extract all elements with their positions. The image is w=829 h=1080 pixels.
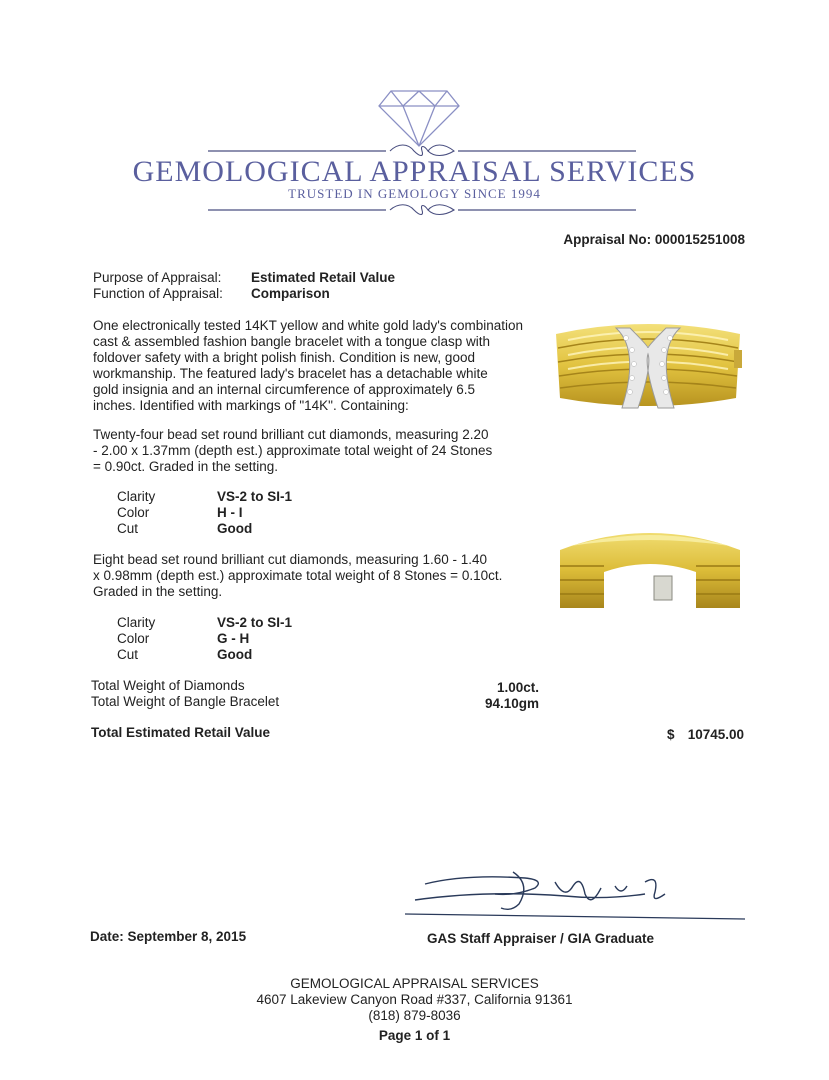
- appraisal-number: Appraisal No: 000015251008: [563, 232, 745, 247]
- appraisal-date: Date: September 8, 2015: [90, 929, 247, 944]
- clarity-value: VS-2 to SI-1: [217, 489, 293, 504]
- cut-label: Cut: [117, 647, 139, 662]
- appraiser-title: GAS Staff Appraiser / GIA Graduate: [427, 931, 655, 946]
- total-bracelet-weight-label: Total Weight of Bangle Bracelet: [91, 694, 280, 709]
- color-label: Color: [117, 505, 150, 520]
- function-value: Comparison: [251, 286, 330, 301]
- appraiser-signature: [405, 864, 750, 924]
- stone-text-line: = 0.90ct. Graded in the setting.: [93, 459, 278, 474]
- ornament-divider-bottom: [208, 203, 636, 217]
- cut-value: Good: [217, 521, 253, 536]
- total-diamond-weight-value: 1.00ct.: [496, 680, 539, 695]
- page-number: Page 1 of 1: [378, 1028, 451, 1043]
- stone-description: [93, 427, 533, 475]
- color-value: G - H: [217, 631, 250, 646]
- retail-value: 10745.00: [687, 727, 744, 742]
- bracelet-open-photo: [550, 520, 750, 620]
- retail-currency: $: [667, 727, 675, 742]
- item-description: [93, 318, 533, 414]
- stone-text-line: Eight bead set round brilliant cut diamonds, measuring 1.60 - 1.40: [93, 552, 487, 567]
- total-diamond-weight-label: Total Weight of Diamonds: [91, 678, 245, 693]
- clarity-label: Clarity: [117, 489, 156, 504]
- clarity-value: VS-2 to SI-1: [217, 615, 293, 630]
- stone-text-line: Twenty-four bead set round brilliant cut diamonds, measuring 2.20: [93, 427, 489, 442]
- company-name: GEMOLOGICAL APPRAISAL SERVICES: [132, 155, 697, 188]
- color-label: Color: [117, 631, 150, 646]
- stone-text-line: Graded in the setting.: [93, 584, 223, 599]
- company-tagline: TRUSTED IN GEMOLOGY SINCE 1994: [288, 186, 541, 201]
- description-line: foldover safety with a bright polish finish. Condition is new, good: [93, 350, 475, 365]
- total-bracelet-weight-value: 94.10gm: [484, 696, 539, 711]
- cut-label: Cut: [117, 521, 139, 536]
- logo: [0, 0, 829, 230]
- footer-address: 4607 Lakeview Canyon Road #337, California 91361: [256, 992, 573, 1007]
- stone-description: [93, 552, 533, 600]
- clarity-label: Clarity: [117, 615, 156, 630]
- total-retail-value-label: Total Estimated Retail Value: [91, 725, 271, 740]
- cut-value: Good: [217, 647, 253, 662]
- purpose-label: Purpose of Appraisal:: [93, 270, 222, 285]
- stone-text-line: x 0.98mm (depth est.) approximate total weight of 8 Stones = 0.10ct.: [93, 568, 503, 583]
- description-line: cast & assembled fashion bangle bracelet with a tongue clasp with: [93, 334, 490, 349]
- bracelet-front-photo: [548, 310, 748, 420]
- diamond-logo-icon: [377, 88, 461, 148]
- purpose-value: Estimated Retail Value: [251, 270, 396, 285]
- description-line: gold insignia and an internal circumference of approximately 6.5: [93, 382, 475, 397]
- color-value: H - I: [217, 505, 243, 520]
- description-line: inches. Identified with markings of "14K". Containing:: [93, 398, 409, 413]
- footer-company: GEMOLOGICAL APPRAISAL SERVICES: [290, 976, 539, 991]
- stone-text-line: - 2.00 x 1.37mm (depth est.) approximate total weight of 24 Stones: [93, 443, 493, 458]
- footer-phone: (818) 879-8036: [368, 1008, 461, 1023]
- function-label: Function of Appraisal:: [93, 286, 223, 301]
- description-line: One electronically tested 14KT yellow and white gold lady's combination: [93, 318, 524, 333]
- description-line: workmanship. The featured lady's bracelet has a detachable white: [93, 366, 488, 381]
